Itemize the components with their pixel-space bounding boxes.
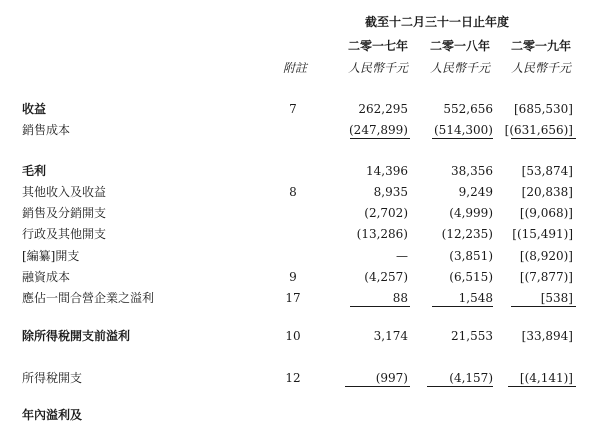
value-2017: — <box>396 249 408 263</box>
row-label: 所得稅開支 <box>22 371 83 385</box>
value-2018: 38,356 <box>451 164 493 178</box>
unit-2018-header: 人民幣千元 <box>429 61 490 75</box>
value-2019: [(9,068)] <box>519 206 573 220</box>
year-2019-header: 二零一九年 <box>510 39 571 53</box>
subtotal-rule-2019 <box>511 306 576 307</box>
value-2017: 262,295 <box>358 102 408 116</box>
subtotal-rule-2017 <box>345 386 410 387</box>
value-2019: [(7,877)] <box>519 270 573 284</box>
value-2019: [(8,920)] <box>519 249 573 263</box>
unit-2017-header: 人民幣千元 <box>347 61 408 75</box>
value-2017: 88 <box>392 291 408 305</box>
row-label: 收益 <box>22 102 47 116</box>
value-2018: (12,235) <box>441 227 493 241</box>
value-2018: 21,553 <box>451 329 493 343</box>
year-2018-header: 二零一八年 <box>429 39 490 53</box>
row-label: 應佔一間合營企業之溢利 <box>22 291 155 305</box>
value-2018: 1,548 <box>458 291 493 305</box>
value-2017: 8,935 <box>373 185 408 199</box>
period-header: 截至十二月三十一日止年度 <box>365 15 510 29</box>
value-2018: 9,249 <box>458 185 493 199</box>
row-label: 銷售成本 <box>22 123 71 137</box>
subtotal-rule-2019 <box>508 386 576 387</box>
value-2017: (247,899) <box>349 123 408 137</box>
row-label: 年內溢利及 <box>22 408 83 422</box>
value-2017: (997) <box>375 371 408 385</box>
value-2019: [(15,491)] <box>512 227 573 241</box>
subtotal-rule-2018 <box>427 386 493 387</box>
value-2019: [53,874] <box>521 164 573 178</box>
value-2017: 3,174 <box>373 329 408 343</box>
value-2018: (4,999) <box>449 206 493 220</box>
row-note: 17 <box>285 291 301 305</box>
row-note: 7 <box>289 102 297 116</box>
value-2018: (4,157) <box>449 371 493 385</box>
row-note: 9 <box>289 270 297 284</box>
subtotal-rule-2017 <box>350 306 410 307</box>
subtotal-rule-2019 <box>511 138 576 139</box>
value-2017: 14,396 <box>366 164 408 178</box>
row-note: 8 <box>289 185 297 199</box>
value-2018: (3,851) <box>449 249 493 263</box>
notes-column-header: 附註 <box>283 61 308 75</box>
value-2017: (2,702) <box>364 206 408 220</box>
value-2018: (514,300) <box>434 123 493 137</box>
value-2019: [33,894] <box>521 329 573 343</box>
value-2019: [685,530] <box>514 102 573 116</box>
value-2017: (4,257) <box>364 270 408 284</box>
value-2019: [(631,656)] <box>504 123 573 137</box>
row-label: [編纂]開支 <box>22 249 80 263</box>
value-2018: (6,515) <box>449 270 493 284</box>
row-label: 融資成本 <box>22 270 71 284</box>
subtotal-rule-2017 <box>350 138 410 139</box>
row-label: 銷售及分銷開支 <box>22 206 107 220</box>
value-2019: [(4,141)] <box>519 371 573 385</box>
row-note: 12 <box>285 371 301 385</box>
value-2019: [20,838] <box>521 185 573 199</box>
row-label: 行政及其他開支 <box>22 227 107 241</box>
year-2017-header: 二零一七年 <box>347 39 408 53</box>
unit-2019-header: 人民幣千元 <box>510 61 571 75</box>
subtotal-rule-2018 <box>432 306 493 307</box>
value-2017: (13,286) <box>356 227 408 241</box>
row-label: 其他收入及收益 <box>22 185 107 199</box>
row-label: 毛利 <box>22 164 47 178</box>
row-note: 10 <box>285 329 301 343</box>
row-label: 除所得稅開支前溢利 <box>22 329 131 343</box>
value-2018: 552,656 <box>443 102 493 116</box>
value-2019: [538] <box>540 291 573 305</box>
subtotal-rule-2018 <box>432 138 493 139</box>
